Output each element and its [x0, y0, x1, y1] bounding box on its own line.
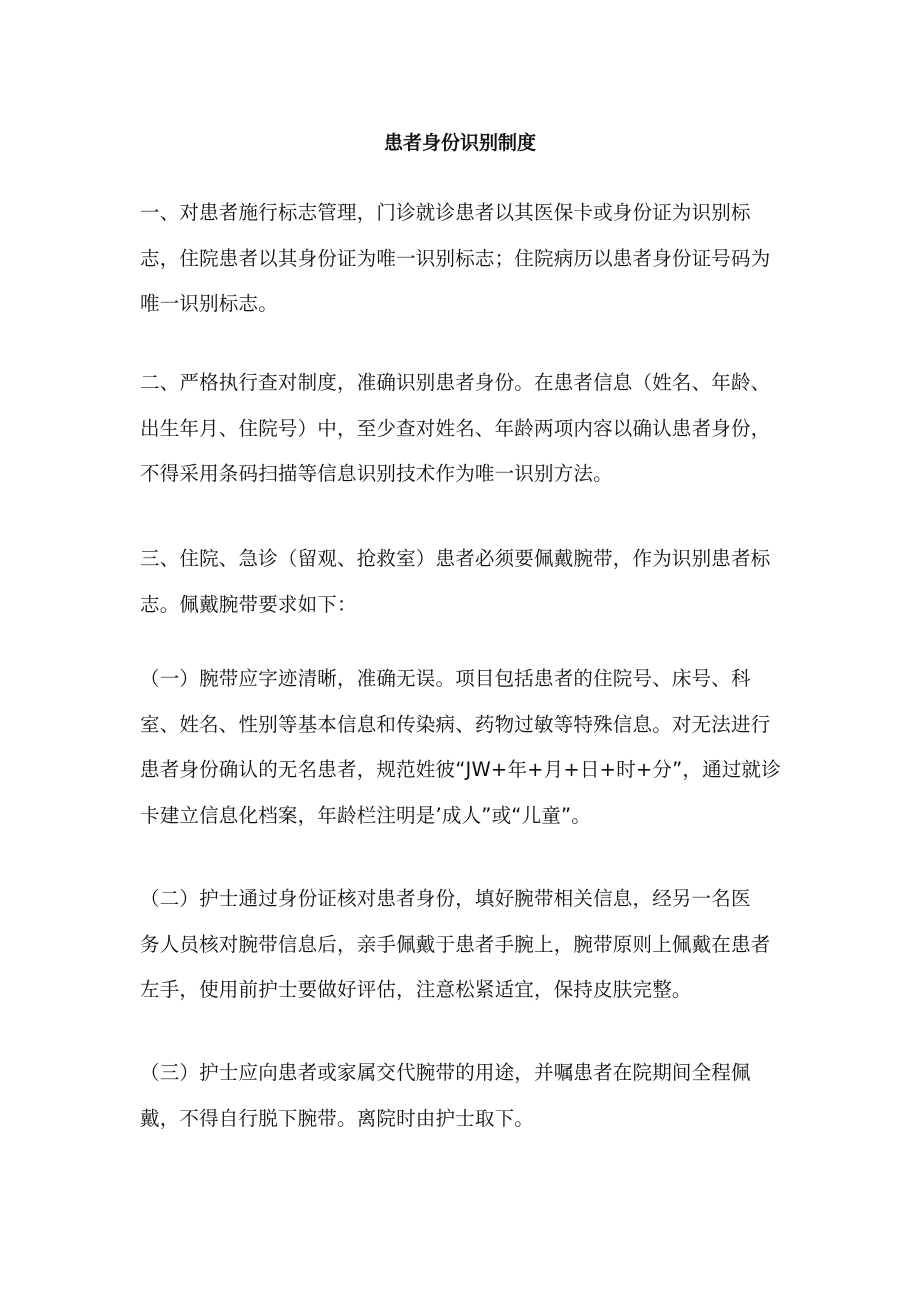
paragraph-line: （二）护士通过身份证核对患者身份，填好腕带相关信息，经另一名医	[140, 887, 751, 910]
paragraph-line: （一）腕带应字迹清晰，准确无误。项目包括患者的住院号、床号、科	[140, 667, 751, 690]
paragraph-line: 不得采用条码扫描等信息识别技术作为唯一识别方法。	[140, 462, 613, 485]
paragraph-line: 三、住院、急诊（留观、抢救室）患者必须要佩戴腕带，作为识别患者标	[140, 547, 771, 570]
paragraph-line: 二、严格执行查对制度，准确识别患者身份。在患者信息（姓名、年龄、	[140, 371, 771, 394]
paragraph-6	[140, 1050, 785, 1141]
paragraph-line: （三）护士应向患者或家属交代腕带的用途，并嘱患者在院期间全程佩	[140, 1061, 751, 1084]
paragraph-5	[140, 876, 785, 1013]
paragraph-3	[140, 536, 785, 627]
paragraph-line: 志，住院患者以其身份证为唯一识别标志；住院病历以患者身份证号码为	[140, 246, 771, 270]
paragraph-4	[140, 656, 785, 838]
paragraph-line: 出生年月、住院号）中，至少查对姓名、年龄两项内容以确认患者身份，	[140, 416, 771, 440]
paragraph-2	[140, 360, 785, 497]
paragraph-line: 室、姓名、性别等基本信息和传染病、药物过敏等特殊信息。对无法进行	[140, 712, 771, 736]
paragraph-line: 戴，不得自行脱下腕带。离院时由护士取下。	[140, 1106, 535, 1130]
paragraph-line: 唯一识别标志。	[140, 292, 278, 315]
paragraph-line: 左手，使用前护士要做好评估，注意松紧适宜，保持皮肤完整。	[140, 978, 692, 1001]
paragraph-line: 志。佩戴腕带要求如下：	[140, 592, 357, 616]
document-title: 患者身份识别制度	[383, 132, 536, 154]
paragraph-line: 务人员核对腕带信息后，亲手佩戴于患者手腕上，腕带原则上佩戴在患者	[140, 932, 771, 956]
paragraph-line: 患者身份确认的无名患者，规范姓彼“JW+年+月+日+时+分”，通过就诊	[140, 758, 781, 781]
paragraph-line: 卡建立信息化档案，年龄栏注明是’成人”或“儿童”。	[140, 803, 592, 827]
paragraph-line: 一、对患者施行标志管理，门诊就诊患者以其医保卡或身份证为识别标	[140, 201, 751, 224]
paragraph-1	[140, 190, 785, 327]
